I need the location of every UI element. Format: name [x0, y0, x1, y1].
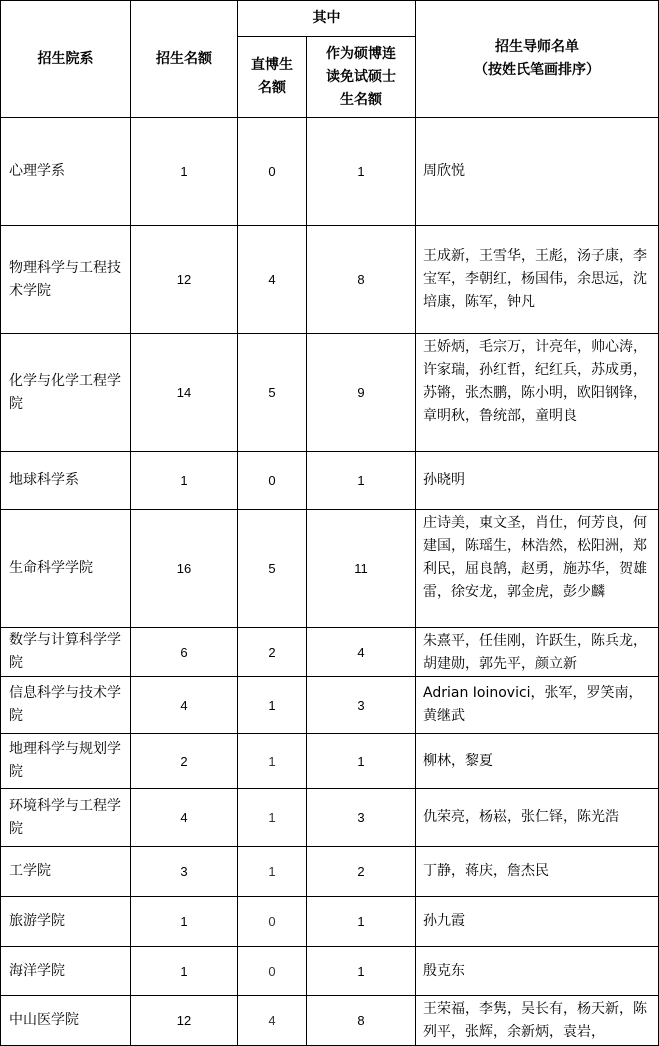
header-group: 其中 — [238, 1, 416, 37]
dept-cell: 环境科学与工程学院 — [1, 789, 131, 847]
quota-cell: 2 — [131, 734, 238, 789]
direct-cell: 0 — [238, 897, 307, 947]
exam-cell: 1 — [307, 947, 416, 996]
direct-cell: 4 — [238, 996, 307, 1046]
direct-cell: 1 — [238, 677, 307, 734]
quota-cell: 12 — [131, 996, 238, 1046]
dept-cell: 生命科学学院 — [1, 510, 131, 628]
direct-cell: 5 — [238, 510, 307, 628]
direct-cell: 1 — [238, 847, 307, 897]
tutors-cell: 孙九霞 — [416, 897, 659, 947]
table-row — [1, 510, 659, 628]
exam-cell: 1 — [307, 452, 416, 510]
header-exam-line1: 作为硕博连 — [326, 45, 396, 62]
header-exam-line3: 生名额 — [340, 91, 382, 108]
quota-cell: 1 — [131, 897, 238, 947]
table-row — [1, 789, 659, 847]
header-row-top — [1, 1, 659, 37]
exam-cell: 9 — [307, 334, 416, 452]
dept-cell: 海洋学院 — [1, 947, 131, 996]
quota-cell: 4 — [131, 677, 238, 734]
tutors-cell: 柳林，黎夏 — [416, 734, 659, 789]
quota-cell: 12 — [131, 226, 238, 334]
header-direct-line1: 直博生 — [251, 57, 293, 73]
dept-cell: 地理科学与规划学院 — [1, 734, 131, 789]
direct-cell: 4 — [238, 226, 307, 334]
header-tutors-line2: （按姓氏笔画排序） — [474, 62, 600, 78]
dept-cell: 化学与化学工程学院 — [1, 334, 131, 452]
exam-cell: 1 — [307, 897, 416, 947]
table-row — [1, 118, 659, 226]
direct-cell: 0 — [238, 947, 307, 996]
tutors-cell: Adrian Ioinovici，张军，罗笑南，黄继武 — [416, 677, 659, 734]
exam-cell: 1 — [307, 734, 416, 789]
quota-cell: 4 — [131, 789, 238, 847]
table-row — [1, 677, 659, 734]
tutors-cell: 周欣悦 — [416, 118, 659, 226]
exam-cell: 8 — [307, 996, 416, 1046]
quota-cell: 14 — [131, 334, 238, 452]
tutors-cell: 殷克东 — [416, 947, 659, 996]
table-row — [1, 947, 659, 996]
table-row — [1, 226, 659, 334]
table-row — [1, 996, 659, 1046]
direct-cell: 0 — [238, 452, 307, 510]
table-row — [1, 452, 659, 510]
table-row — [1, 847, 659, 897]
quota-cell: 6 — [131, 628, 238, 677]
dept-cell: 工学院 — [1, 847, 131, 897]
tutors-cell: 孙晓明 — [416, 452, 659, 510]
dept-cell: 信息科学与技术学院 — [1, 677, 131, 734]
direct-cell: 2 — [238, 628, 307, 677]
table-row — [1, 734, 659, 789]
exam-cell: 1 — [307, 118, 416, 226]
direct-cell: 1 — [238, 734, 307, 789]
exam-cell: 8 — [307, 226, 416, 334]
direct-cell: 5 — [238, 334, 307, 452]
header-direct — [238, 37, 307, 118]
quota-cell: 1 — [131, 118, 238, 226]
tutors-cell: 王荣福，李隽，吴长有，杨天新，陈列平，张辉，余新炳，袁岩， — [416, 996, 659, 1046]
header-dept: 招生院系 — [1, 1, 131, 118]
exam-cell: 4 — [307, 628, 416, 677]
tutors-cell: 朱熹平，任佳刚，许跃生，陈兵龙，胡建勋，郭先平，颜立新 — [416, 628, 659, 677]
table-row — [1, 897, 659, 947]
header-direct-line2: 名额 — [258, 80, 286, 96]
tutors-cell: 庄诗美，東文圣，肖仕，何芳良，何建国，陈瑶生，林浩然，松阳洲，郑利民，屈良鹄，赵勇，施苏华，贺雄雷，徐安龙，郭金虎，彭少麟 — [416, 510, 659, 628]
tutors-cell: 仇荣亮，杨崧，张仁铎，陈光浩 — [416, 789, 659, 847]
header-tutors — [416, 1, 659, 118]
header-tutors-line1: 招生导师名单 — [495, 39, 579, 55]
table-row — [1, 334, 659, 452]
dept-cell: 地球科学系 — [1, 452, 131, 510]
dept-cell: 心理学系 — [1, 118, 131, 226]
exam-cell: 2 — [307, 847, 416, 897]
quota-cell: 1 — [131, 947, 238, 996]
quota-cell: 3 — [131, 847, 238, 897]
dept-cell: 旅游学院 — [1, 897, 131, 947]
table-row — [1, 628, 659, 677]
header-exam — [307, 37, 416, 118]
exam-cell: 3 — [307, 789, 416, 847]
quota-cell: 16 — [131, 510, 238, 628]
direct-cell: 1 — [238, 789, 307, 847]
direct-cell: 0 — [238, 118, 307, 226]
tutors-cell: 王成新，王雪华，王彪，汤子康，李宝军，李朝红，杨国伟，余思远，沈培康，陈军，钟凡 — [416, 226, 659, 334]
tutors-cell: 王娇炳，毛宗万，计亮年，帅心涛，许家瑞，孙红哲，纪红兵，苏成勇，苏锵，张杰鹏，陈小明，欧阳钢锋，章明秋，鲁统部，童明良 — [416, 334, 659, 452]
dept-cell: 数学与计算科学学院 — [1, 628, 131, 677]
quota-cell: 1 — [131, 452, 238, 510]
exam-cell: 3 — [307, 677, 416, 734]
tutors-cell: 丁静，蒋庆，詹杰民 — [416, 847, 659, 897]
header-quota: 招生名额 — [131, 1, 238, 118]
dept-cell: 中山医学院 — [1, 996, 131, 1046]
exam-cell: 11 — [307, 510, 416, 628]
dept-cell: 物理科学与工程技术学院 — [1, 226, 131, 334]
header-exam-line2: 读免试硕士 — [326, 68, 396, 85]
